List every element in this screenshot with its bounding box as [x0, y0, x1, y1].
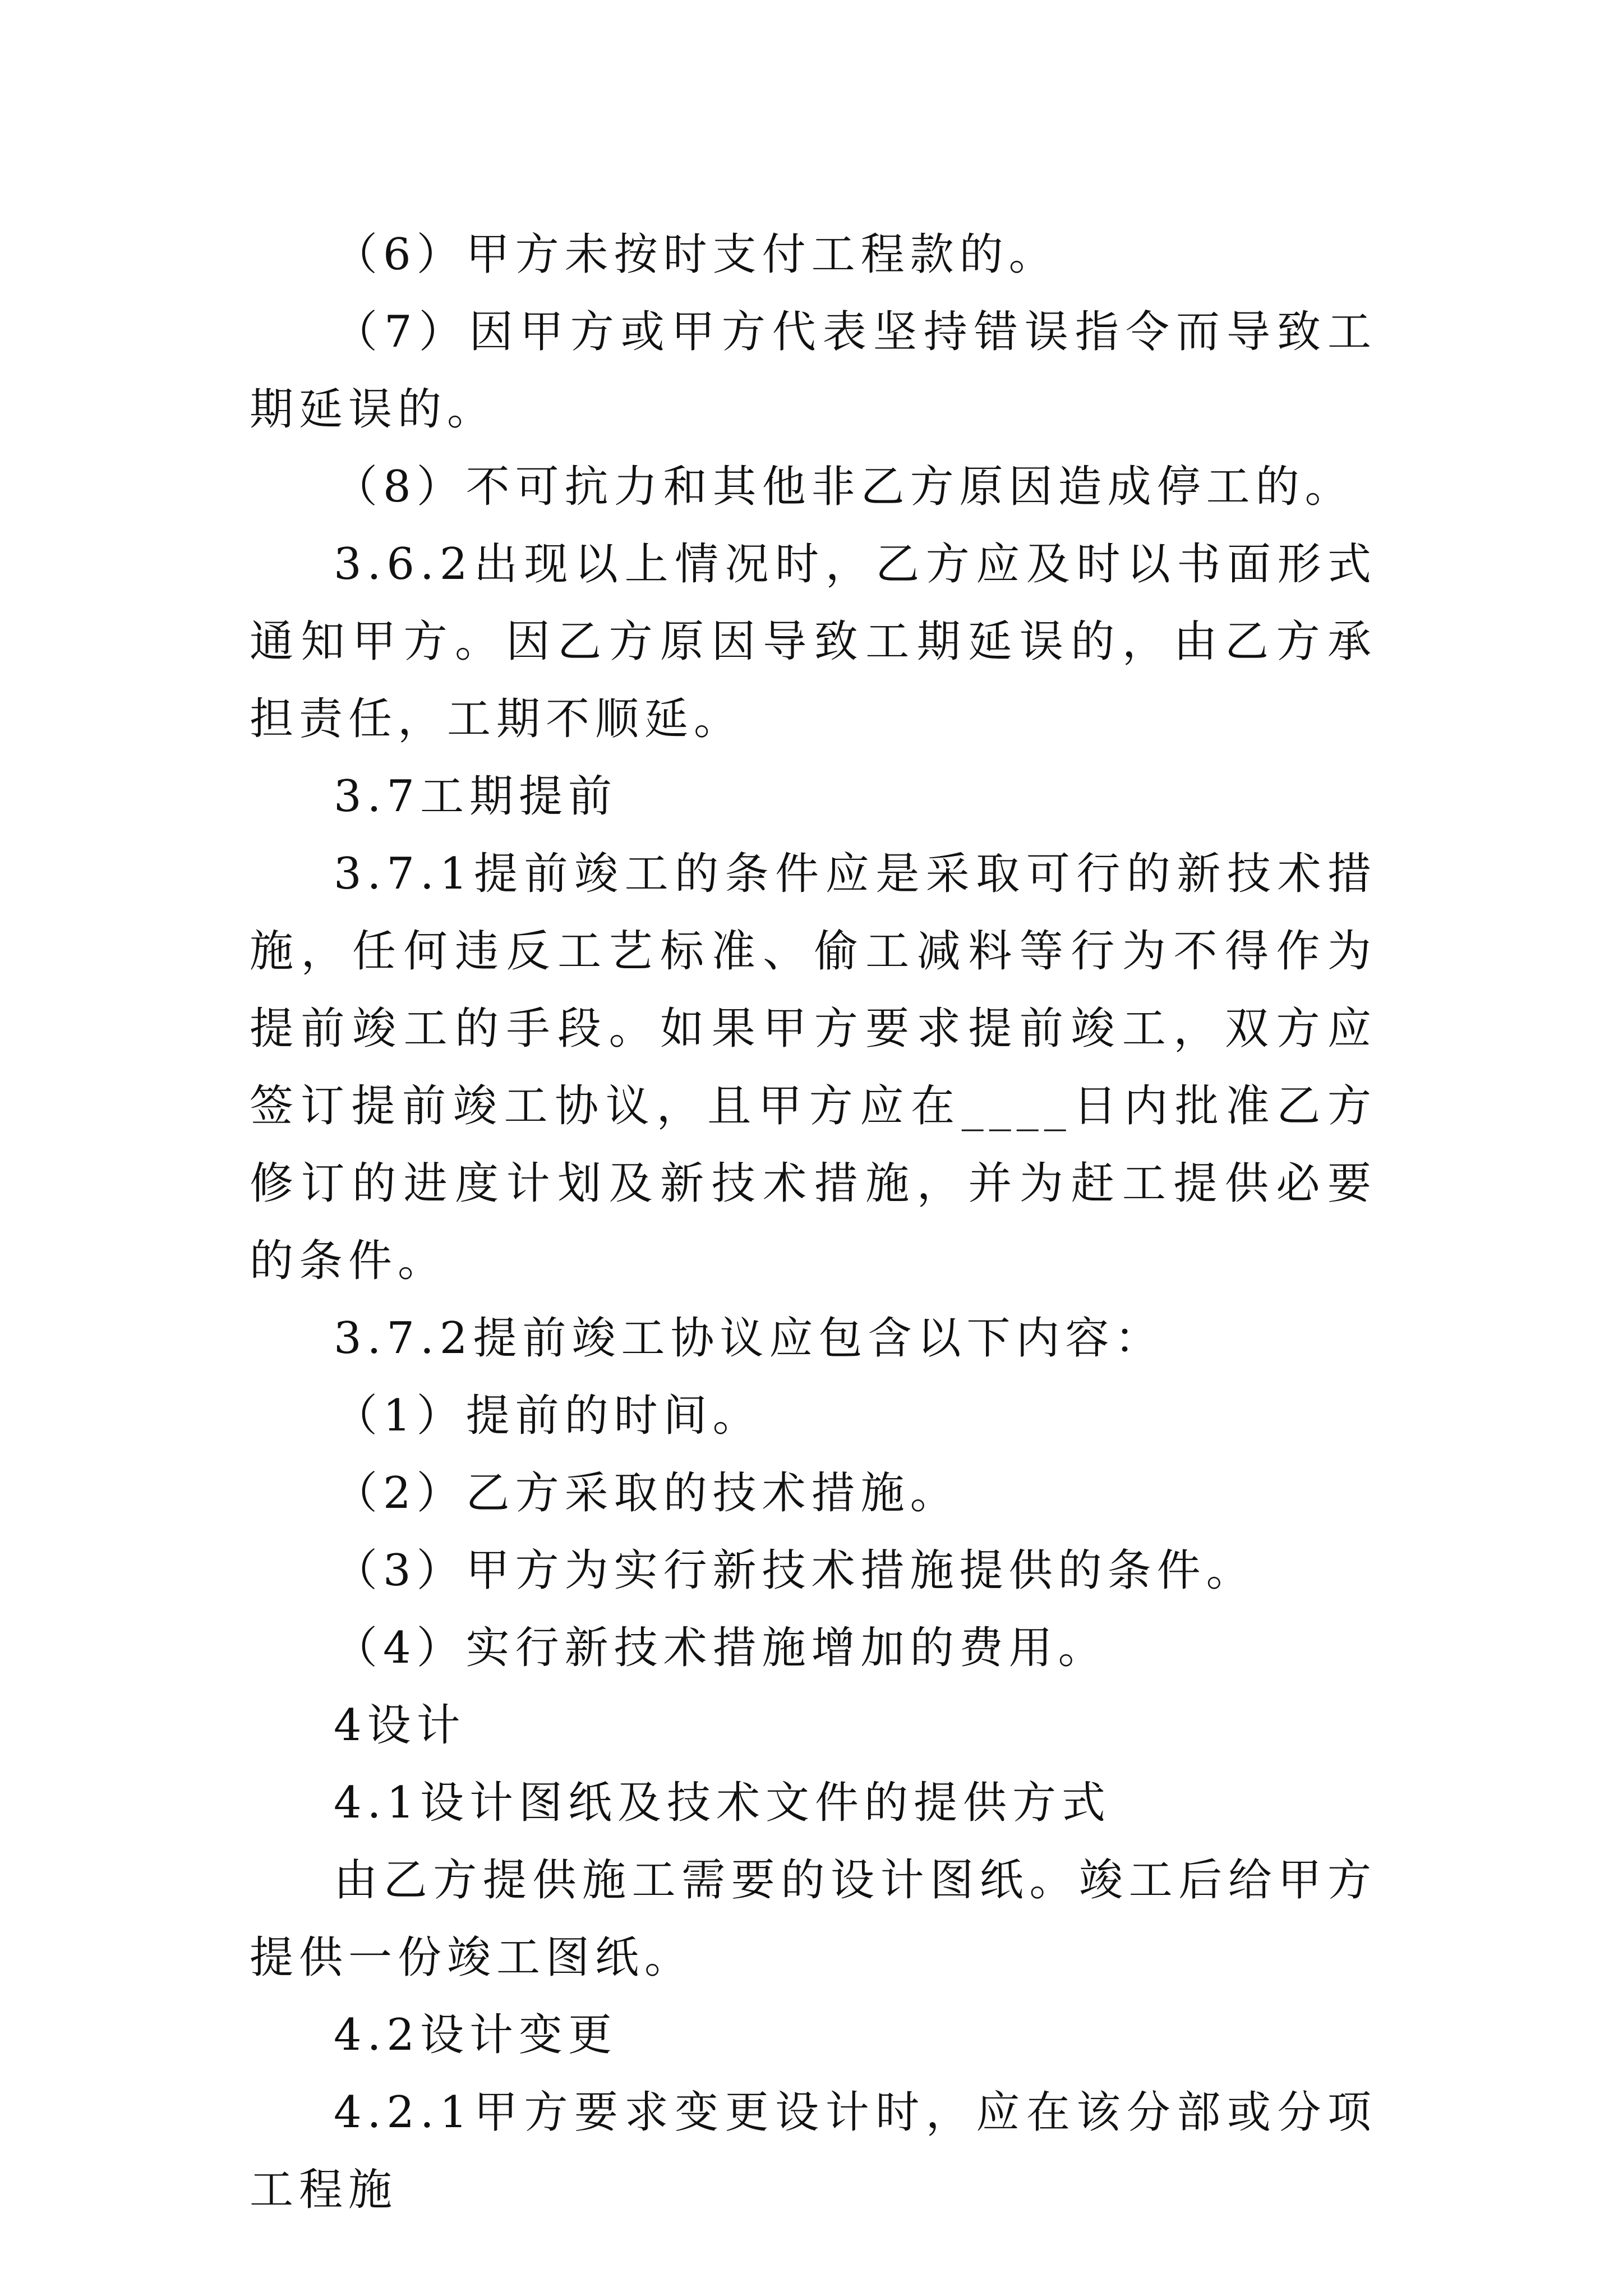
section-heading-4-1: 4.1设计图纸及技术文件的提供方式	[334, 1778, 1112, 1828]
paragraph-4-1-body: 由乙方提供施工需要的设计图纸。竣工后给甲方提供一份竣工图纸。	[250, 1855, 1377, 1983]
paragraph-item-7: （7）因甲方或甲方代表坚持错误指令而导致工期延误的。	[250, 307, 1377, 435]
paragraph-4-2-1: 4.2.1甲方要求变更设计时，应在该分部或分项工程施	[250, 2087, 1377, 2215]
list-item-3: （3）甲方为实行新技术措施提供的条件。	[334, 1545, 1256, 1596]
paragraph-3-7-2: 3.7.2提前竣工协议应包含以下内容：	[334, 1313, 1164, 1364]
paragraph-3-6-2: 3.6.2出现以上情况时，乙方应及时以书面形式通知甲方。因乙方原因导致工期延误的，由乙方承担责任，工期不顺延。	[250, 539, 1377, 744]
paragraph-3-7-1: 3.7.1提前竣工的条件应是采取可行的新技术措施，任何违反工艺标准、偷工减料等行为不得作为提前竣工的手段。如果甲方要求提前竣工，双方应签订提前竣工协议，且甲方应在____日内批准乙方修订的进度计划及新技术措施，并为赶工提供必要的条件。	[250, 849, 1377, 1286]
section-heading-3-7: 3.7工期提前	[334, 771, 618, 822]
list-item-2: （2）乙方采取的技术措施。	[334, 1468, 960, 1519]
paragraph-item-6: （6）甲方未按时支付工程款的。	[334, 229, 1058, 280]
document-body	[250, 216, 1377, 2229]
section-heading-4-2: 4.2设计变更	[334, 2010, 618, 2060]
section-heading-4: 4设计	[334, 1700, 466, 1751]
list-item-1: （1）提前的时间。	[334, 1391, 762, 1441]
paragraph-item-8: （8）不可抗力和其他非乙方原因造成停工的。	[334, 462, 1354, 512]
list-item-4: （4）实行新技术措施增加的费用。	[334, 1623, 1108, 1673]
